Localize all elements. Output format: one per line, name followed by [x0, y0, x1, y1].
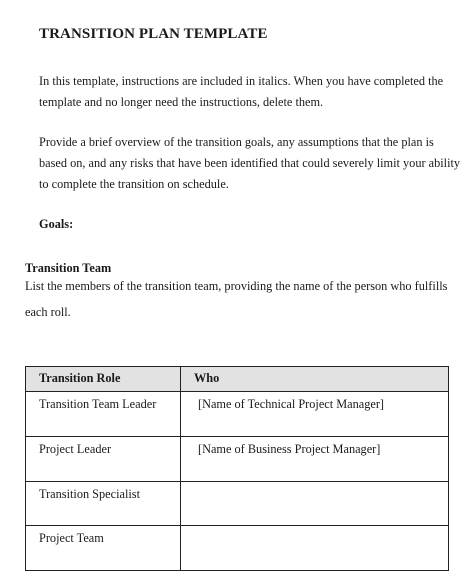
transition-team-table [25, 366, 449, 571]
table-row [26, 392, 449, 437]
goals-label: Goals: [39, 217, 74, 231]
role-cell: Project Team [26, 526, 181, 571]
document-title: TRANSITION PLAN TEMPLATE [39, 26, 268, 42]
table-header-row [26, 367, 449, 392]
header-transition-role: Transition Role [26, 367, 181, 392]
table-row [26, 526, 449, 571]
role-cell: Transition Specialist [26, 481, 181, 526]
role-cell: Transition Team Leader [26, 392, 181, 437]
table-row [26, 481, 449, 526]
overview-paragraph: Provide a brief overview of the transition goals, any assumptions that the plan is based on, and any risks that have been identified that could severely limit your ability to complete the transition on schedule. [39, 135, 461, 191]
who-cell [181, 481, 449, 526]
header-who: Who [181, 367, 449, 392]
who-cell [181, 526, 449, 571]
team-heading: Transition Team [25, 261, 112, 275]
who-cell: [Name of Technical Project Manager] [181, 392, 449, 437]
table-row [26, 436, 449, 481]
role-cell: Project Leader [26, 436, 181, 481]
intro-paragraph: In this template, instructions are included in italics. When you have completed the template and no longer need the instructions, delete them. [39, 74, 444, 109]
who-cell: [Name of Business Project Manager] [181, 436, 449, 481]
team-instructions-paragraph: List the members of the transition team, providing the name of the person who fulfills each roll. [25, 279, 448, 319]
